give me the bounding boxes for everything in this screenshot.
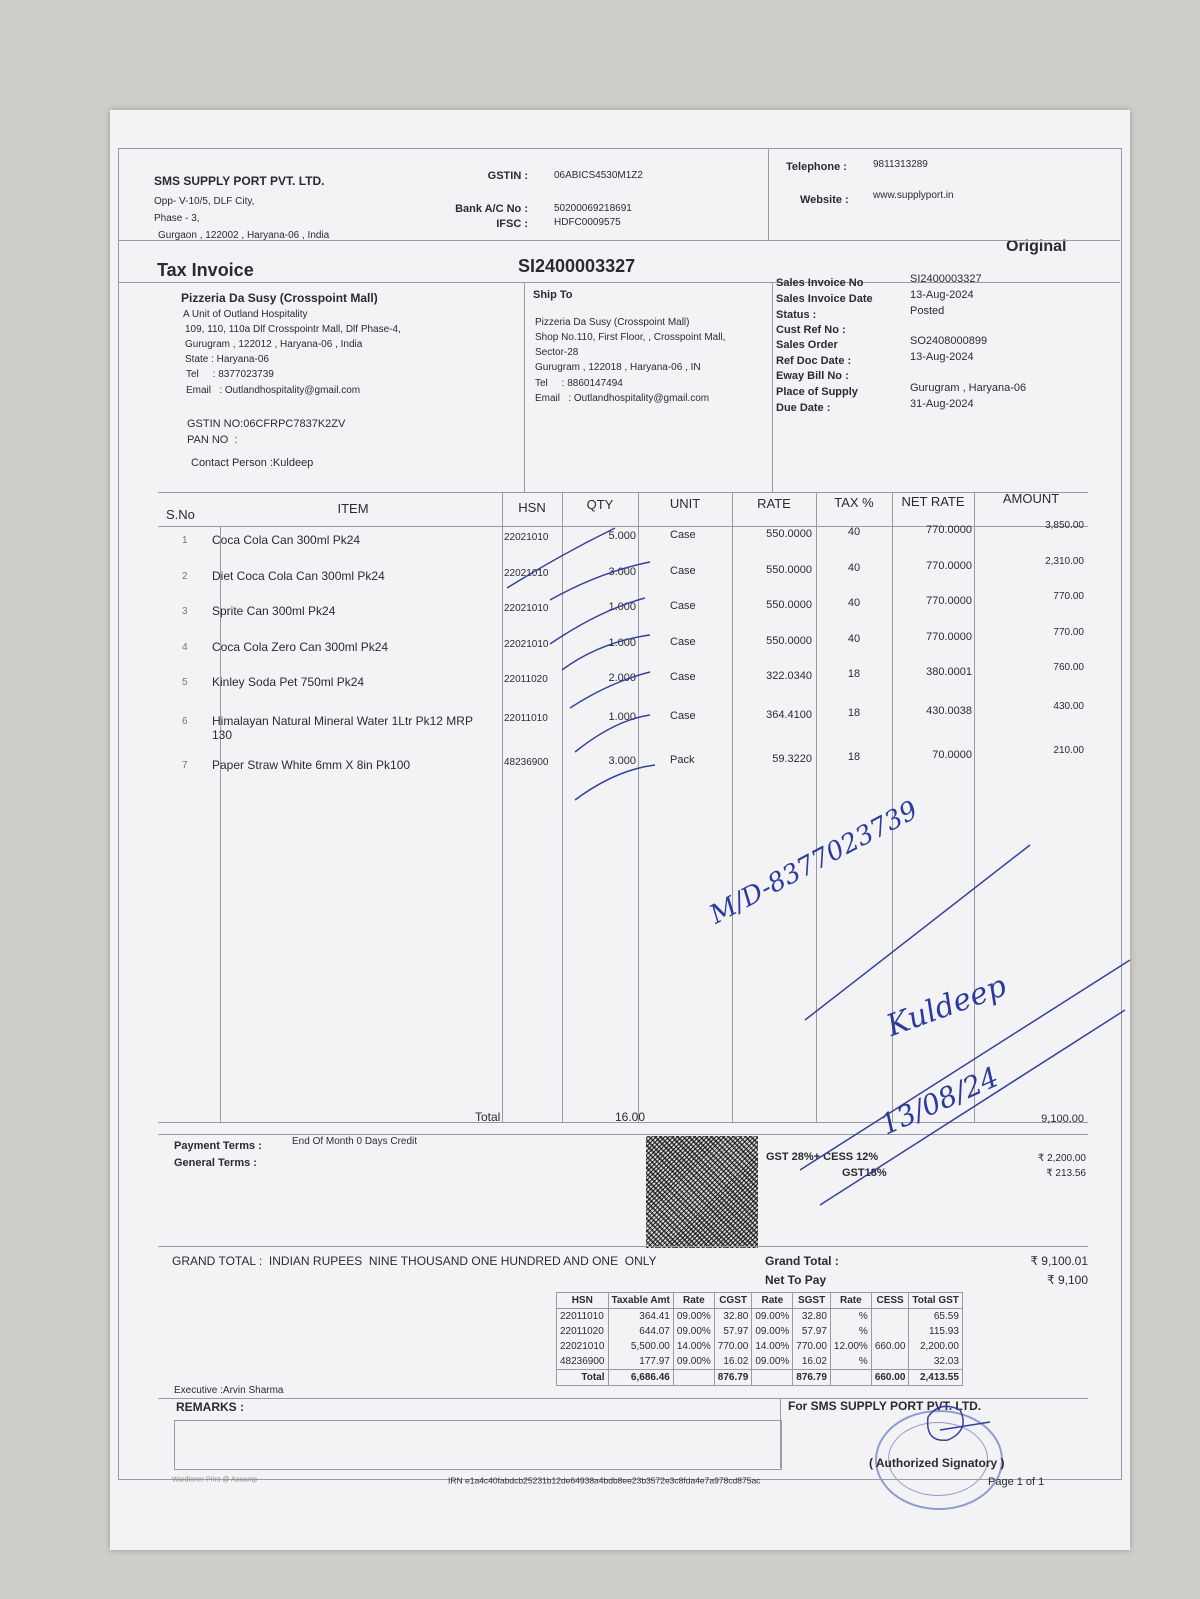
ship-to-line: Shop No.110, First Floor, , Crosspoint Mall, xyxy=(535,332,726,343)
item-qty: 5.000 xyxy=(608,530,636,542)
total-amount: 9,100.00 xyxy=(1041,1113,1084,1125)
column-header: ITEM xyxy=(337,501,369,516)
tick-mark xyxy=(562,635,650,670)
bill-to-line: State : Haryana-06 xyxy=(185,354,269,365)
invoice-number: SI2400003327 xyxy=(518,256,636,276)
total-qty: 16.00 xyxy=(615,1110,646,1124)
item-net-rate: 770.0000 xyxy=(926,630,972,643)
website-label: Website : xyxy=(800,194,849,206)
item-name: Coca Cola Zero Can 300ml Pk24 xyxy=(212,639,389,654)
gst-cell: 09.00% xyxy=(673,1354,714,1370)
item-amount: 3,850.00 xyxy=(1045,520,1084,531)
gst-cell: 770.00 xyxy=(714,1339,752,1354)
gst-column-header: Taxable Amt xyxy=(608,1293,673,1309)
gst-column-header: CGST xyxy=(714,1293,752,1309)
seller-ifsc: HDFC0009575 xyxy=(554,217,621,228)
item-sno: 6 xyxy=(182,715,188,727)
authorized-signatory: ( Authorized Signatory ) xyxy=(869,1456,1005,1470)
gst-total-label: Total xyxy=(557,1370,609,1386)
meta-label: Ref Doc Date : xyxy=(776,355,852,367)
meta-value: 31-Aug-2024 xyxy=(910,398,974,410)
item-name: Diet Coca Cola Can 300ml Pk24 xyxy=(212,568,385,583)
item-qty: 1.000 xyxy=(608,710,636,723)
gst-amount: ₹ 2,200.00 xyxy=(1037,1153,1086,1164)
meta-value: 13-Aug-2024 xyxy=(910,351,974,363)
item-name: Coca Cola Can 300ml Pk24 xyxy=(212,533,361,547)
column-header: QTY xyxy=(586,497,614,512)
item-amount: 2,310.00 xyxy=(1045,555,1084,567)
item-tax: 18 xyxy=(847,706,861,719)
bill-to-line: Gurugram , 122012 , Haryana-06 , India xyxy=(185,339,363,350)
item-rate: 364.4100 xyxy=(766,708,812,721)
gst-cell: 660.00 xyxy=(871,1339,909,1354)
gst-cell: 09.00% xyxy=(673,1309,714,1325)
item-name: Paper Straw White 6mm X 8in Pk100 xyxy=(212,758,411,772)
item-unit: Pack xyxy=(670,754,695,766)
gst-cell: 22011020 xyxy=(557,1324,609,1339)
gst-cell: 09.00% xyxy=(752,1354,793,1370)
item-qty: 1.000 xyxy=(608,636,636,649)
gst-cell: 32.80 xyxy=(793,1309,831,1325)
gst-cell: 644.07 xyxy=(608,1324,673,1339)
item-amount: 760.00 xyxy=(1053,662,1084,673)
item-sno: 1 xyxy=(182,535,188,546)
gst-cell: 32.80 xyxy=(714,1309,752,1325)
gst-total-cell: 876.79 xyxy=(793,1370,831,1386)
item-tax: 40 xyxy=(847,526,861,538)
meta-label: Sales Invoice Date xyxy=(776,293,873,305)
telephone-label: Telephone : xyxy=(786,161,847,173)
tick-mark xyxy=(550,598,645,644)
item-hsn: 22021010 xyxy=(504,638,549,650)
handwritten-name: Kuldeep xyxy=(882,968,1012,1044)
handwritten-date: 13/08/24 xyxy=(875,1060,1004,1142)
underline-stroke xyxy=(820,1010,1125,1205)
ship-to-line: Pizzeria Da Susy (Crosspoint Mall) xyxy=(535,317,690,328)
gst-column-header: HSN xyxy=(557,1293,609,1309)
column-header: HSN xyxy=(518,500,546,515)
gst-total-cell: 6,686.46 xyxy=(608,1370,673,1386)
item-amount: 430.00 xyxy=(1053,700,1084,712)
signature-stroke xyxy=(940,1422,990,1430)
item-name: Himalayan Natural Mineral Water 1Ltr Pk12 MRP xyxy=(212,713,473,728)
bill-to-name: Pizzeria Da Susy (Crosspoint Mall) xyxy=(181,291,378,305)
ship-to-line: Tel : 8860147494 xyxy=(535,378,623,389)
copy-label: Original xyxy=(1006,238,1067,255)
item-net-rate: 770.0000 xyxy=(926,559,972,572)
gst-label: GST 28%+ CESS 12% xyxy=(766,1151,879,1163)
signature-stroke xyxy=(928,1406,963,1440)
item-tax: 18 xyxy=(847,668,861,680)
pen-marks xyxy=(110,110,1130,1550)
item-hsn: 48236900 xyxy=(504,757,549,768)
gst-cell: 48236900 xyxy=(557,1354,609,1370)
payment-terms: End Of Month 0 Days Credit xyxy=(292,1136,418,1147)
item-sno: 3 xyxy=(182,606,188,617)
item-qty: 3.000 xyxy=(608,565,636,578)
meta-label: Place of Supply xyxy=(776,386,858,398)
gst-cell: 32.03 xyxy=(909,1354,962,1370)
gst-cell: 57.97 xyxy=(793,1324,831,1339)
gst-cell: 22021010 xyxy=(557,1339,609,1354)
item-tax: 18 xyxy=(847,751,861,763)
remarks-label: REMARKS : xyxy=(176,1400,244,1414)
column-header: S.No xyxy=(166,507,195,522)
item-rate: 322.0340 xyxy=(766,670,812,682)
net-to-pay: ₹ 9,100 xyxy=(1047,1273,1088,1287)
gst-cell: 770.00 xyxy=(793,1339,831,1354)
gst-cell: 57.97 xyxy=(714,1324,752,1339)
meta-label: Sales Invoice No xyxy=(776,277,864,289)
item-name: Kinley Soda Pet 750ml Pk24 xyxy=(212,675,365,689)
bank-label: Bank A/C No : xyxy=(455,203,528,215)
gst-cell: 09.00% xyxy=(752,1324,793,1339)
gst-cell: 65.59 xyxy=(909,1309,962,1325)
printed-by: Wardioner Print @ Aaoamp xyxy=(172,1475,258,1484)
meta-value: Gurugram , Haryana-06 xyxy=(910,382,1027,394)
meta-label: Due Date : xyxy=(776,402,831,414)
bill-to-line: Tel : 8377023739 xyxy=(186,369,274,380)
irn: IRN e1a4c40fabdcb25231b12de64938a4bdb8ee23b3572e3c8fda4e7a978cd875ac xyxy=(448,1476,761,1487)
item-rate: 550.0000 xyxy=(766,563,812,576)
column-header: NET RATE xyxy=(901,494,965,509)
meta-value: SO2408000899 xyxy=(910,335,988,347)
item-sno: 2 xyxy=(182,570,188,582)
item-tax: 40 xyxy=(847,632,861,645)
gst-total-cell: 2,413.55 xyxy=(909,1370,962,1386)
item-unit: Case xyxy=(670,529,696,541)
gst-total-cell: 876.79 xyxy=(714,1370,752,1386)
gst-cell: % xyxy=(830,1309,871,1325)
meta-label: Status : xyxy=(776,309,817,321)
general-terms-label: General Terms : xyxy=(174,1157,257,1169)
gst-cell: 2,200.00 xyxy=(909,1339,962,1354)
gst-cell: 16.02 xyxy=(714,1354,752,1370)
net-to-pay-label: Net To Pay xyxy=(765,1273,827,1287)
grand-total: ₹ 9,100.01 xyxy=(1030,1254,1088,1268)
item-hsn: 22021010 xyxy=(504,567,549,579)
page-number: Page 1 of 1 xyxy=(988,1476,1045,1488)
handwritten-phone: M/D-8377023739 xyxy=(704,795,923,931)
item-tax: 40 xyxy=(847,597,861,609)
item-name-continued: 130 xyxy=(212,727,233,742)
gst-cell: 115.93 xyxy=(909,1324,962,1339)
item-qty: 2.000 xyxy=(608,672,636,684)
seller-address-line: Opp- V-10/5, DLF City, xyxy=(154,196,255,207)
item-qty: 3.000 xyxy=(608,755,636,767)
item-amount: 210.00 xyxy=(1053,745,1084,756)
gst-column-header: Rate xyxy=(830,1293,871,1309)
item-tax: 40 xyxy=(847,561,861,574)
seller-telephone: 9811313289 xyxy=(873,159,928,170)
item-unit: Case xyxy=(670,709,696,722)
gst-cell: 14.00% xyxy=(752,1339,793,1354)
item-sno: 4 xyxy=(182,641,188,653)
item-hsn: 22011010 xyxy=(504,712,548,724)
seller-address-line: Gurgaon , 122002 , Haryana-06 , India xyxy=(158,230,330,241)
item-net-rate: 70.0000 xyxy=(932,749,972,761)
gst-cell: 5,500.00 xyxy=(608,1339,673,1354)
ship-to-line: Gurugram , 122018 , Haryana-06 , IN xyxy=(535,362,701,373)
gst-cell: % xyxy=(830,1354,871,1370)
item-rate: 550.0000 xyxy=(766,634,812,647)
meta-value: 13-Aug-2024 xyxy=(910,289,974,301)
gst-column-header: Rate xyxy=(752,1293,793,1309)
bill-to-line: A Unit of Outland Hospitality xyxy=(183,309,308,320)
bill-to-line: Email : Outlandhospitality@gmail.com xyxy=(186,385,361,396)
item-unit: Case xyxy=(670,564,696,577)
bill-to-gstin: GSTIN NO:06CFRPC7837K2ZV xyxy=(187,418,346,430)
gst-total-cell: 660.00 xyxy=(871,1370,909,1386)
gst-label: GST18% xyxy=(842,1167,887,1179)
tick-mark xyxy=(575,765,655,800)
amount-in-words: GRAND TOTAL : INDIAN RUPEES NINE THOUSAND ONE HUNDRED AND ONE ONLY xyxy=(172,1254,657,1268)
executive: Executive :Arvin Sharma xyxy=(174,1385,284,1396)
item-sno: 7 xyxy=(182,760,188,771)
gst-column-header: SGST xyxy=(793,1293,831,1309)
item-qty: 1.000 xyxy=(608,601,636,613)
gst-cell: 22011010 xyxy=(557,1309,609,1325)
item-unit: Case xyxy=(670,671,696,683)
column-header: AMOUNT xyxy=(1002,491,1060,506)
gst-cell: 12.00% xyxy=(830,1339,871,1354)
total-label: Total xyxy=(475,1110,501,1124)
gst-cell: % xyxy=(830,1324,871,1339)
item-hsn: 22011020 xyxy=(504,674,548,685)
seller-website: www.supplyport.in xyxy=(873,190,954,201)
item-rate: 59.3220 xyxy=(772,753,812,765)
tick-mark xyxy=(550,562,650,600)
contact-person: Contact Person :Kuldeep xyxy=(191,457,314,469)
tick-mark xyxy=(575,715,650,752)
seller-name: SMS SUPPLY PORT PVT. LTD. xyxy=(154,174,325,188)
tick-mark xyxy=(570,672,650,708)
item-net-rate: 380.0001 xyxy=(926,666,972,678)
meta-label: Cust Ref No : xyxy=(776,324,846,336)
item-net-rate: 770.0000 xyxy=(926,524,972,536)
item-name: Sprite Can 300ml Pk24 xyxy=(212,604,336,618)
document-title: Tax Invoice xyxy=(157,260,254,280)
gstin-label: GSTIN : xyxy=(487,170,528,182)
invoice-paper xyxy=(110,110,1130,1550)
seller-address-line: Phase - 3, xyxy=(154,213,200,224)
column-header: RATE xyxy=(757,496,791,511)
gst-amount: ₹ 213.56 xyxy=(1046,1168,1086,1179)
bill-to-line: 109, 110, 110a Dlf Crosspointr Mall, Dlf Phase-4, xyxy=(185,324,401,335)
meta-value: Posted xyxy=(910,305,945,317)
gst-column-header: CESS xyxy=(871,1293,909,1309)
item-rate: 550.0000 xyxy=(766,599,812,611)
grand-total-label: Grand Total : xyxy=(765,1254,839,1268)
gst-cell: 177.97 xyxy=(608,1354,673,1370)
meta-label: Sales Order xyxy=(776,339,838,351)
ship-to-label: Ship To xyxy=(533,289,573,301)
item-unit: Case xyxy=(670,635,696,648)
payment-terms-label: Payment Terms : xyxy=(174,1140,262,1152)
item-hsn: 22021010 xyxy=(504,603,549,614)
gst-column-header: Rate xyxy=(673,1293,714,1309)
seller-bank: 50200069218691 xyxy=(554,203,632,214)
gst-cell: 14.00% xyxy=(673,1339,714,1354)
bill-to-pan: PAN NO : xyxy=(187,434,238,446)
item-hsn: 22021010 xyxy=(504,532,549,543)
item-unit: Case xyxy=(670,600,696,612)
item-amount: 770.00 xyxy=(1053,626,1084,638)
meta-label: Eway Bill No : xyxy=(776,370,849,382)
for-company: For SMS SUPPLY PORT PVT. LTD. xyxy=(788,1399,982,1413)
ship-to-line: Email : Outlandhospitality@gmail.com xyxy=(535,393,710,404)
gst-column-header: Total GST xyxy=(909,1293,962,1309)
item-net-rate: 770.0000 xyxy=(926,595,972,607)
seller-gstin: 06ABICS4530M1Z2 xyxy=(554,170,643,181)
gst-cell: 364.41 xyxy=(608,1309,673,1325)
meta-value: SI2400003327 xyxy=(910,273,982,285)
gst-cell: 16.02 xyxy=(793,1354,831,1370)
item-rate: 550.0000 xyxy=(766,528,812,540)
ship-to-line: Sector-28 xyxy=(535,347,579,358)
gst-cell: 09.00% xyxy=(752,1309,793,1325)
column-header: UNIT xyxy=(669,496,701,511)
column-header: TAX % xyxy=(834,495,874,510)
ifsc-label: IFSC : xyxy=(496,218,528,230)
item-amount: 770.00 xyxy=(1053,591,1084,602)
tick-mark xyxy=(507,528,615,588)
gst-cell: 09.00% xyxy=(673,1324,714,1339)
item-sno: 5 xyxy=(182,677,188,688)
item-net-rate: 430.0038 xyxy=(926,704,972,717)
